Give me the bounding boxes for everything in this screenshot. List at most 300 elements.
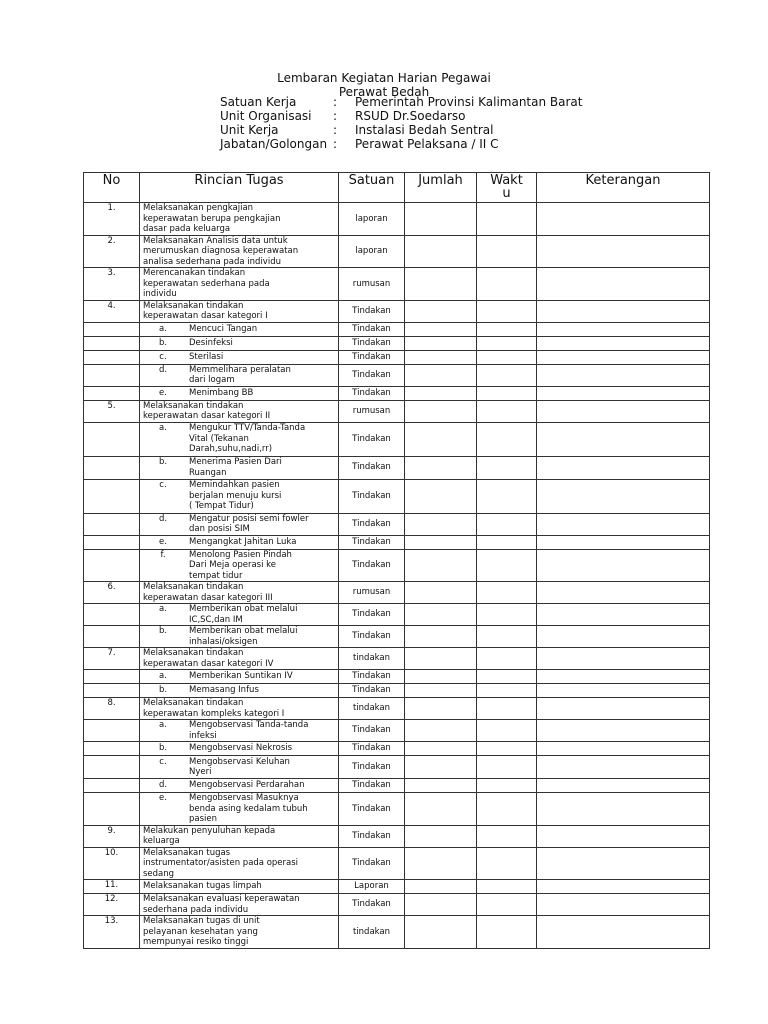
column-header-rincian-tugas: Rincian Tugas — [140, 173, 339, 203]
cell-no: 3. — [84, 268, 140, 301]
cell-task: Melaksanakan tindakan keperawatan dasar kategori I — [140, 300, 339, 322]
cell-keterangan[interactable] — [537, 479, 710, 513]
subtask-letter: b. — [158, 626, 168, 636]
table-subrow — [84, 779, 710, 793]
cell-keterangan[interactable] — [537, 535, 710, 549]
cell-jumlah[interactable] — [405, 880, 477, 894]
meta-key: Satuan Kerja — [220, 95, 297, 109]
cell-jumlah[interactable] — [405, 386, 477, 400]
subtask-letter: a. — [159, 671, 167, 682]
cell-keterangan[interactable] — [537, 720, 710, 742]
cell-task: Melaksanakan tindakan keperawatan dasar kategori II — [140, 400, 339, 422]
subtask-wrapper — [143, 685, 338, 696]
cell-waktu[interactable] — [477, 422, 537, 456]
subtask-wrapper — [143, 604, 338, 625]
cell-waktu[interactable] — [477, 756, 537, 779]
cell-satuan: Tindakan — [339, 350, 405, 364]
cell-waktu[interactable] — [477, 300, 537, 322]
subtask-letter: d. — [158, 513, 168, 524]
subtask-letter: f. — [160, 549, 166, 560]
cell-jumlah[interactable] — [405, 235, 477, 268]
cell-no: 12. — [84, 894, 140, 916]
column-header-no: No — [84, 173, 140, 203]
cell-task: Melaksanakan tindakan keperawatan dasar kategori III — [140, 582, 339, 604]
cell-keterangan[interactable] — [537, 916, 710, 949]
cell-waktu[interactable] — [477, 322, 537, 336]
cell-no — [84, 756, 140, 779]
cell-satuan: Tindakan — [339, 779, 405, 793]
cell-satuan: rumusan — [339, 582, 405, 604]
cell-satuan: Tindakan — [339, 604, 405, 626]
cell-keterangan[interactable] — [537, 648, 710, 670]
cell-jumlah[interactable] — [405, 742, 477, 756]
subtask-text: Memindahkan pasien berjalan menuju kursi ( Tempat Tidur) — [189, 480, 282, 512]
cell-jumlah[interactable] — [405, 322, 477, 336]
subtask-text: Menimbang BB — [189, 387, 254, 398]
cell-jumlah[interactable] — [405, 793, 477, 826]
cell-jumlah[interactable] — [405, 779, 477, 793]
subtask-wrapper — [143, 743, 338, 754]
subtask-text: Memmelihara peralatan dari logam — [189, 364, 291, 385]
subtask-letter: a. — [159, 604, 167, 614]
column-header-satuan: Satuan — [339, 173, 405, 203]
cell-jumlah[interactable] — [405, 549, 477, 582]
cell-jumlah[interactable] — [405, 825, 477, 847]
cell-satuan: Tindakan — [339, 336, 405, 350]
cell-satuan: Tindakan — [339, 300, 405, 322]
cell-jumlah[interactable] — [405, 916, 477, 949]
cell-jumlah[interactable] — [405, 670, 477, 684]
cell-satuan: rumusan — [339, 268, 405, 301]
cell-waktu[interactable] — [477, 742, 537, 756]
subtask-wrapper — [143, 480, 338, 512]
subtask-wrapper — [143, 626, 338, 647]
cell-subtask — [140, 513, 339, 535]
cell-waktu[interactable] — [477, 604, 537, 626]
cell-no — [84, 322, 140, 336]
activity-table — [83, 172, 710, 949]
subtask-text: Mengatur posisi semi fowler dan posisi SIM — [189, 513, 309, 534]
table-header-row — [84, 173, 710, 203]
cell-no: 7. — [84, 648, 140, 670]
cell-waktu[interactable] — [477, 684, 537, 698]
subtask-wrapper — [143, 793, 338, 825]
cell-no: 13. — [84, 916, 140, 949]
cell-task: Melaksanakan tugas di unit pelayanan kesehatan yang mempunyai resiko tinggi — [140, 916, 339, 949]
cell-jumlah[interactable] — [405, 479, 477, 513]
subtask-text: Desinfeksi — [189, 337, 233, 348]
cell-jumlah[interactable] — [405, 648, 477, 670]
table-subrow — [84, 456, 710, 479]
cell-no — [84, 742, 140, 756]
cell-subtask — [140, 479, 339, 513]
cell-jumlah[interactable] — [405, 582, 477, 604]
cell-keterangan[interactable] — [537, 684, 710, 698]
cell-jumlah[interactable] — [405, 847, 477, 880]
cell-no — [84, 513, 140, 535]
subtask-text: Sterilasi — [189, 351, 224, 362]
cell-no — [84, 720, 140, 742]
meta-separator: : — [333, 95, 338, 109]
cell-jumlah[interactable] — [405, 756, 477, 779]
cell-keterangan[interactable] — [537, 698, 710, 720]
cell-jumlah[interactable] — [405, 364, 477, 386]
cell-jumlah[interactable] — [405, 300, 477, 322]
cell-jumlah[interactable] — [405, 336, 477, 350]
cell-no — [84, 456, 140, 479]
table-subrow — [84, 549, 710, 582]
subtask-text: Mengobservasi Perdarahan — [189, 780, 305, 791]
subtask-text: Mengobservasi Tanda-tanda infeksi — [189, 720, 309, 741]
subtask-letter: e. — [159, 536, 167, 547]
meta-key: Unit Kerja — [220, 123, 279, 137]
cell-keterangan[interactable] — [537, 549, 710, 582]
cell-waktu[interactable] — [477, 847, 537, 880]
cell-satuan: Tindakan — [339, 742, 405, 756]
cell-waktu[interactable] — [477, 535, 537, 549]
table-subrow — [84, 604, 710, 626]
subtask-wrapper — [143, 457, 338, 478]
cell-satuan: Tindakan — [339, 479, 405, 513]
cell-task: Melaksanakan tugas instrumentator/asisten pada operasi sedang — [140, 847, 339, 880]
subtask-letter: a. — [159, 323, 167, 334]
cell-satuan: rumusan — [339, 400, 405, 422]
subtask-wrapper — [143, 720, 338, 741]
cell-no — [84, 535, 140, 549]
cell-satuan: tindakan — [339, 698, 405, 720]
cell-subtask — [140, 350, 339, 364]
cell-task: Melaksanakan pengkajian keperawatan berupa pengkajian dasar pada keluarga — [140, 203, 339, 236]
cell-keterangan[interactable] — [537, 742, 710, 756]
cell-keterangan[interactable] — [537, 779, 710, 793]
cell-satuan: laporan — [339, 203, 405, 236]
subtask-letter: b. — [158, 743, 168, 754]
subtask-text: Mengobservasi Masuknya benda asing kedalam tubuh pasien — [189, 793, 308, 824]
cell-satuan: Tindakan — [339, 422, 405, 456]
cell-jumlah[interactable] — [405, 422, 477, 456]
cell-task: Melaksanakan tugas limpah — [140, 880, 339, 894]
cell-waktu[interactable] — [477, 720, 537, 742]
cell-waktu[interactable] — [477, 670, 537, 684]
subtask-letter: c. — [159, 756, 167, 767]
subtask-text: Menolong Pasien Pindah Dari Meja operasi ke tempat tidur — [189, 549, 292, 581]
meta-separator: : — [333, 109, 338, 123]
cell-no: 1. — [84, 203, 140, 236]
subtask-wrapper — [143, 757, 338, 778]
table-subrow — [84, 535, 710, 549]
subtask-text: Memberikan obat melalui inhalasi/oksigen — [189, 626, 298, 647]
cell-keterangan[interactable] — [537, 670, 710, 684]
cell-subtask — [140, 604, 339, 626]
subtask-text: Mengangkat Jahitan Luka — [189, 536, 297, 547]
cell-waktu[interactable] — [477, 698, 537, 720]
cell-no — [84, 422, 140, 456]
cell-keterangan[interactable] — [537, 322, 710, 336]
table-subrow — [84, 336, 710, 350]
cell-waktu[interactable] — [477, 880, 537, 894]
cell-waktu[interactable] — [477, 648, 537, 670]
cell-waktu[interactable] — [477, 513, 537, 535]
cell-no — [84, 364, 140, 386]
cell-subtask — [140, 386, 339, 400]
subtask-wrapper — [143, 780, 338, 791]
table-subrow — [84, 322, 710, 336]
cell-no: 4. — [84, 300, 140, 322]
cell-satuan: Tindakan — [339, 670, 405, 684]
cell-task: Melaksanakan tindakan keperawatan kompleks kategori I — [140, 698, 339, 720]
cell-satuan: Tindakan — [339, 756, 405, 779]
table-row — [84, 203, 710, 236]
table-subrow — [84, 350, 710, 364]
cell-satuan: Tindakan — [339, 456, 405, 479]
cell-waktu[interactable] — [477, 894, 537, 916]
column-header-jumlah: Jumlah — [405, 173, 477, 203]
table-row — [84, 235, 710, 268]
table-subrow — [84, 684, 710, 698]
table-row — [84, 300, 710, 322]
cell-waktu[interactable] — [477, 793, 537, 826]
cell-jumlah[interactable] — [405, 604, 477, 626]
cell-keterangan[interactable] — [537, 756, 710, 779]
cell-waktu[interactable] — [477, 582, 537, 604]
cell-satuan: Tindakan — [339, 535, 405, 549]
subtask-wrapper — [143, 388, 338, 399]
cell-subtask — [140, 549, 339, 582]
table-subrow — [84, 386, 710, 400]
cell-satuan: Tindakan — [339, 322, 405, 336]
cell-subtask — [140, 456, 339, 479]
table-subrow — [84, 670, 710, 684]
cell-no — [84, 604, 140, 626]
subtask-letter: d. — [158, 364, 168, 375]
cell-subtask — [140, 742, 339, 756]
cell-no — [84, 670, 140, 684]
cell-keterangan[interactable] — [537, 203, 710, 236]
cell-satuan: Tindakan — [339, 684, 405, 698]
cell-subtask — [140, 336, 339, 350]
cell-jumlah[interactable] — [405, 698, 477, 720]
subtask-text: Memberikan obat melalui IC,SC,dan IM — [189, 604, 298, 625]
subtask-wrapper — [143, 338, 338, 349]
column-header-keterangan: Keterangan — [537, 173, 710, 203]
table-row — [84, 582, 710, 604]
cell-subtask — [140, 684, 339, 698]
cell-subtask — [140, 793, 339, 826]
cell-waktu[interactable] — [477, 203, 537, 236]
document-subtitle: Perawat Bedah — [338, 85, 430, 99]
cell-keterangan[interactable] — [537, 235, 710, 268]
cell-keterangan[interactable] — [537, 825, 710, 847]
cell-satuan: Tindakan — [339, 626, 405, 648]
cell-keterangan[interactable] — [537, 422, 710, 456]
cell-subtask — [140, 626, 339, 648]
cell-keterangan[interactable] — [537, 582, 710, 604]
cell-keterangan[interactable] — [537, 268, 710, 301]
table-row — [84, 916, 710, 949]
table-subrow — [84, 720, 710, 742]
cell-no: 6. — [84, 582, 140, 604]
meta-value: Perawat Pelaksana / II C — [355, 137, 499, 151]
cell-no — [84, 626, 140, 648]
cell-waktu[interactable] — [477, 456, 537, 479]
cell-keterangan[interactable] — [537, 626, 710, 648]
cell-jumlah[interactable] — [405, 684, 477, 698]
cell-jumlah[interactable] — [405, 513, 477, 535]
cell-jumlah[interactable] — [405, 350, 477, 364]
cell-keterangan[interactable] — [537, 364, 710, 386]
subtask-text: Mengobservasi Keluhan Nyeri — [189, 756, 290, 777]
subtask-wrapper — [143, 324, 338, 335]
table-row — [84, 847, 710, 880]
cell-keterangan[interactable] — [537, 300, 710, 322]
cell-satuan: Tindakan — [339, 549, 405, 582]
subtask-wrapper — [143, 550, 338, 582]
cell-keterangan[interactable] — [537, 350, 710, 364]
cell-jumlah[interactable] — [405, 456, 477, 479]
cell-satuan: Tindakan — [339, 847, 405, 880]
subtask-text: Menerima Pasien Dari Ruangan — [189, 457, 282, 478]
table-row — [84, 825, 710, 847]
cell-no: 8. — [84, 698, 140, 720]
table-subrow — [84, 756, 710, 779]
cell-keterangan[interactable] — [537, 456, 710, 479]
subtask-letter: e. — [159, 793, 167, 803]
meta-value: Instalasi Bedah Sentral — [355, 123, 494, 137]
cell-keterangan[interactable] — [537, 847, 710, 880]
table-subrow — [84, 422, 710, 456]
cell-no — [84, 549, 140, 582]
meta-separator: : — [333, 123, 338, 137]
cell-keterangan[interactable] — [537, 793, 710, 826]
cell-keterangan[interactable] — [537, 336, 710, 350]
cell-task: Melakukan penyuluhan kepada keluarga — [140, 825, 339, 847]
subtask-letter: c. — [159, 351, 167, 362]
cell-task: Melaksanakan Analisis data untuk merumuskan diagnosa keperawatan analisa sederhana pada individu — [140, 235, 339, 268]
cell-subtask — [140, 422, 339, 456]
cell-waktu[interactable] — [477, 235, 537, 268]
cell-satuan: Tindakan — [339, 513, 405, 535]
table-subrow — [84, 513, 710, 535]
cell-no — [84, 779, 140, 793]
subtask-letter: d. — [158, 780, 168, 791]
subtask-text: Mencuci Tangan — [189, 323, 258, 334]
cell-keterangan[interactable] — [537, 386, 710, 400]
cell-subtask — [140, 756, 339, 779]
subtask-wrapper — [143, 514, 338, 535]
cell-waktu[interactable] — [477, 479, 537, 513]
cell-task: Melaksanakan evaluasi keperawatan sederhana pada individu — [140, 894, 339, 916]
subtask-letter: b. — [158, 457, 168, 467]
cell-satuan: Tindakan — [339, 793, 405, 826]
subtask-letter: a. — [159, 720, 167, 730]
cell-satuan: Tindakan — [339, 386, 405, 400]
meta-separator: : — [333, 137, 338, 151]
cell-subtask — [140, 670, 339, 684]
subtask-wrapper — [143, 365, 338, 386]
cell-waktu[interactable] — [477, 400, 537, 422]
cell-no: 9. — [84, 825, 140, 847]
subtask-text: Mengobservasi Nekrosis — [189, 743, 293, 754]
cell-satuan: Laporan — [339, 880, 405, 894]
cell-keterangan[interactable] — [537, 894, 710, 916]
cell-waktu[interactable] — [477, 549, 537, 582]
subtask-wrapper — [143, 671, 338, 682]
cell-jumlah[interactable] — [405, 400, 477, 422]
subtask-wrapper — [143, 537, 338, 548]
cell-subtask — [140, 779, 339, 793]
cell-waktu[interactable] — [477, 336, 537, 350]
meta-key: Unit Organisasi — [220, 109, 312, 123]
cell-satuan: tindakan — [339, 648, 405, 670]
table-subrow — [84, 626, 710, 648]
cell-waktu[interactable] — [477, 364, 537, 386]
cell-jumlah[interactable] — [405, 535, 477, 549]
subtask-letter: a. — [159, 423, 167, 434]
cell-satuan: Tindakan — [339, 894, 405, 916]
cell-no: 2. — [84, 235, 140, 268]
subtask-letter: c. — [159, 480, 167, 491]
table-row — [84, 698, 710, 720]
document-title: Lembaran Kegiatan Harian Pegawai — [277, 71, 491, 85]
cell-no — [84, 684, 140, 698]
cell-subtask — [140, 720, 339, 742]
meta-key: Jabatan/Golongan — [220, 137, 328, 151]
cell-jumlah[interactable] — [405, 894, 477, 916]
cell-no — [84, 386, 140, 400]
cell-no — [84, 479, 140, 513]
cell-satuan: laporan — [339, 235, 405, 268]
cell-keterangan[interactable] — [537, 400, 710, 422]
cell-waktu[interactable] — [477, 268, 537, 301]
cell-no: 5. — [84, 400, 140, 422]
table-row — [84, 268, 710, 301]
table-row — [84, 400, 710, 422]
cell-jumlah[interactable] — [405, 720, 477, 742]
meta-value: Pemerintah Provinsi Kalimantan Barat — [355, 95, 583, 109]
cell-keterangan[interactable] — [537, 880, 710, 894]
subtask-wrapper — [143, 352, 338, 363]
cell-jumlah[interactable] — [405, 203, 477, 236]
column-header-waktu: Wakt u — [477, 173, 537, 203]
subtask-wrapper — [143, 423, 338, 455]
cell-waktu[interactable] — [477, 825, 537, 847]
cell-jumlah[interactable] — [405, 626, 477, 648]
table-row — [84, 648, 710, 670]
cell-waktu[interactable] — [477, 779, 537, 793]
cell-keterangan[interactable] — [537, 513, 710, 535]
cell-satuan: Tindakan — [339, 825, 405, 847]
cell-jumlah[interactable] — [405, 268, 477, 301]
cell-satuan: Tindakan — [339, 364, 405, 386]
cell-subtask — [140, 535, 339, 549]
subtask-letter: b. — [158, 685, 168, 696]
cell-waktu[interactable] — [477, 916, 537, 949]
cell-waktu[interactable] — [477, 386, 537, 400]
cell-no — [84, 336, 140, 350]
cell-waktu[interactable] — [477, 626, 537, 648]
cell-satuan: tindakan — [339, 916, 405, 949]
cell-task: Merencanakan tindakan keperawatan sederhana pada individu — [140, 268, 339, 301]
cell-no: 10. — [84, 847, 140, 880]
subtask-letter: e. — [159, 387, 167, 398]
cell-no: 11. — [84, 880, 140, 894]
cell-keterangan[interactable] — [537, 604, 710, 626]
table-row — [84, 880, 710, 894]
cell-waktu[interactable] — [477, 350, 537, 364]
cell-no — [84, 350, 140, 364]
table-subrow — [84, 479, 710, 513]
subtask-text: Memasang Infus — [189, 685, 259, 696]
